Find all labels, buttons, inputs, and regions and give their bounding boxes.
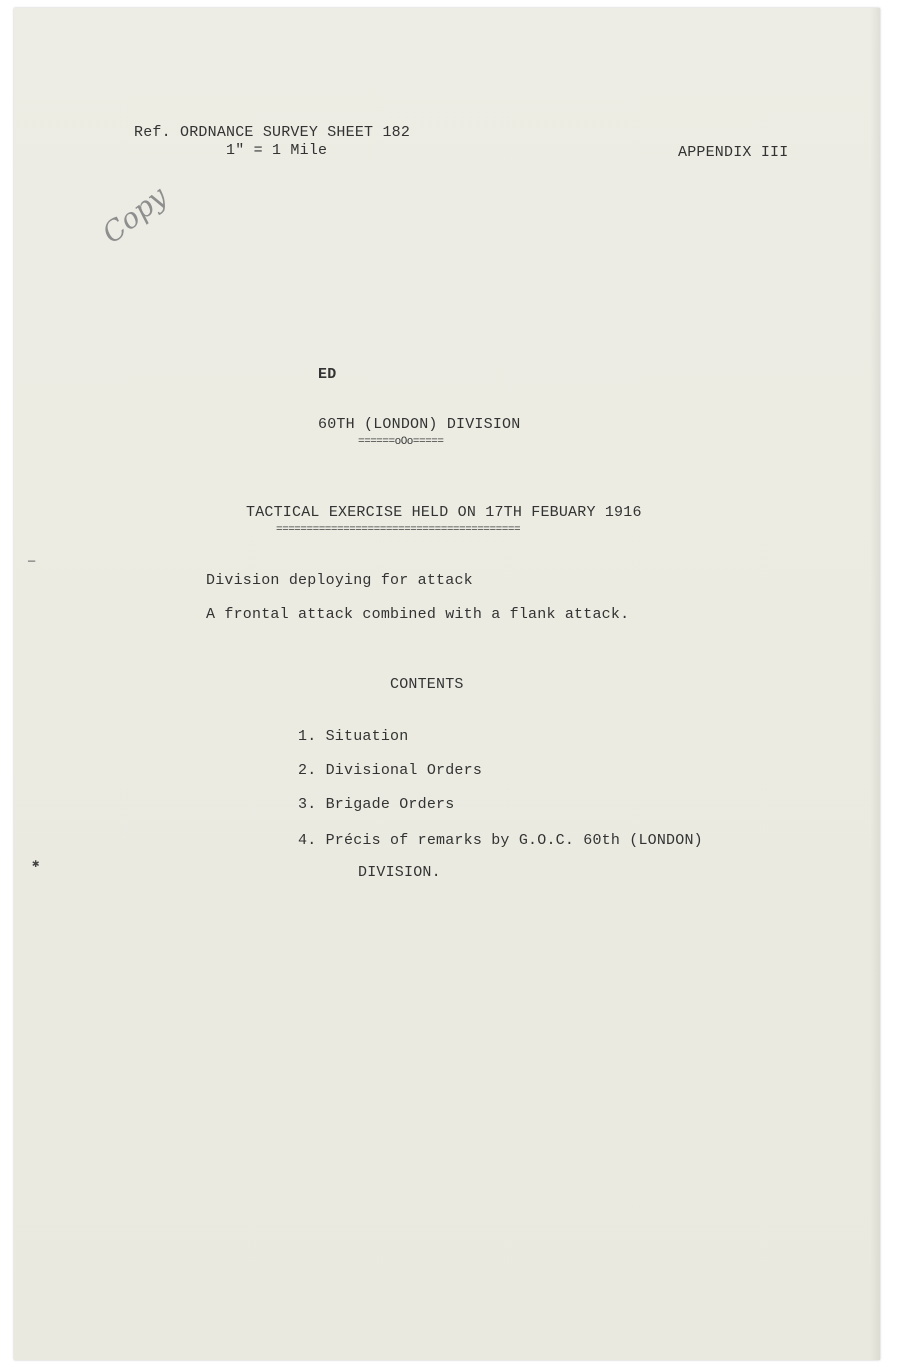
- contents-item-1: 1. Situation: [298, 728, 409, 745]
- division-title: 60TH (LONDON) DIVISION: [318, 416, 521, 433]
- initials-mark: ED: [318, 366, 337, 383]
- contents-heading: CONTENTS: [390, 676, 464, 693]
- contents-item-2: 2. Divisional Orders: [298, 762, 483, 779]
- exercise-underline: ========================================: [276, 524, 521, 536]
- appendix-label: APPENDIX III: [678, 144, 789, 161]
- exercise-title: TACTICAL EXERCISE HELD ON 17TH FEBUARY 1916: [246, 504, 642, 521]
- contents-item-3: 3. Brigade Orders: [298, 796, 455, 813]
- punch-hole-mark-upper: —: [28, 554, 36, 568]
- summary-line-2: A frontal attack combined with a flank attack.: [206, 606, 630, 623]
- contents-item-4: 4. Précis of remarks by G.O.C. 60th (LONDON): [298, 832, 703, 849]
- document-page: [14, 8, 880, 1360]
- contents-item-4-continuation: DIVISION.: [358, 864, 441, 881]
- scale-ref: 1" = 1 Mile: [226, 142, 328, 159]
- handwritten-copy-note: Copy: [96, 179, 174, 251]
- punch-hole-mark-lower: ✱: [32, 857, 40, 871]
- summary-line-1: Division deploying for attack: [206, 572, 473, 589]
- ordnance-ref: Ref. ORDNANCE SURVEY SHEET 182: [134, 124, 411, 141]
- division-separator: ======oOo=====: [358, 436, 444, 448]
